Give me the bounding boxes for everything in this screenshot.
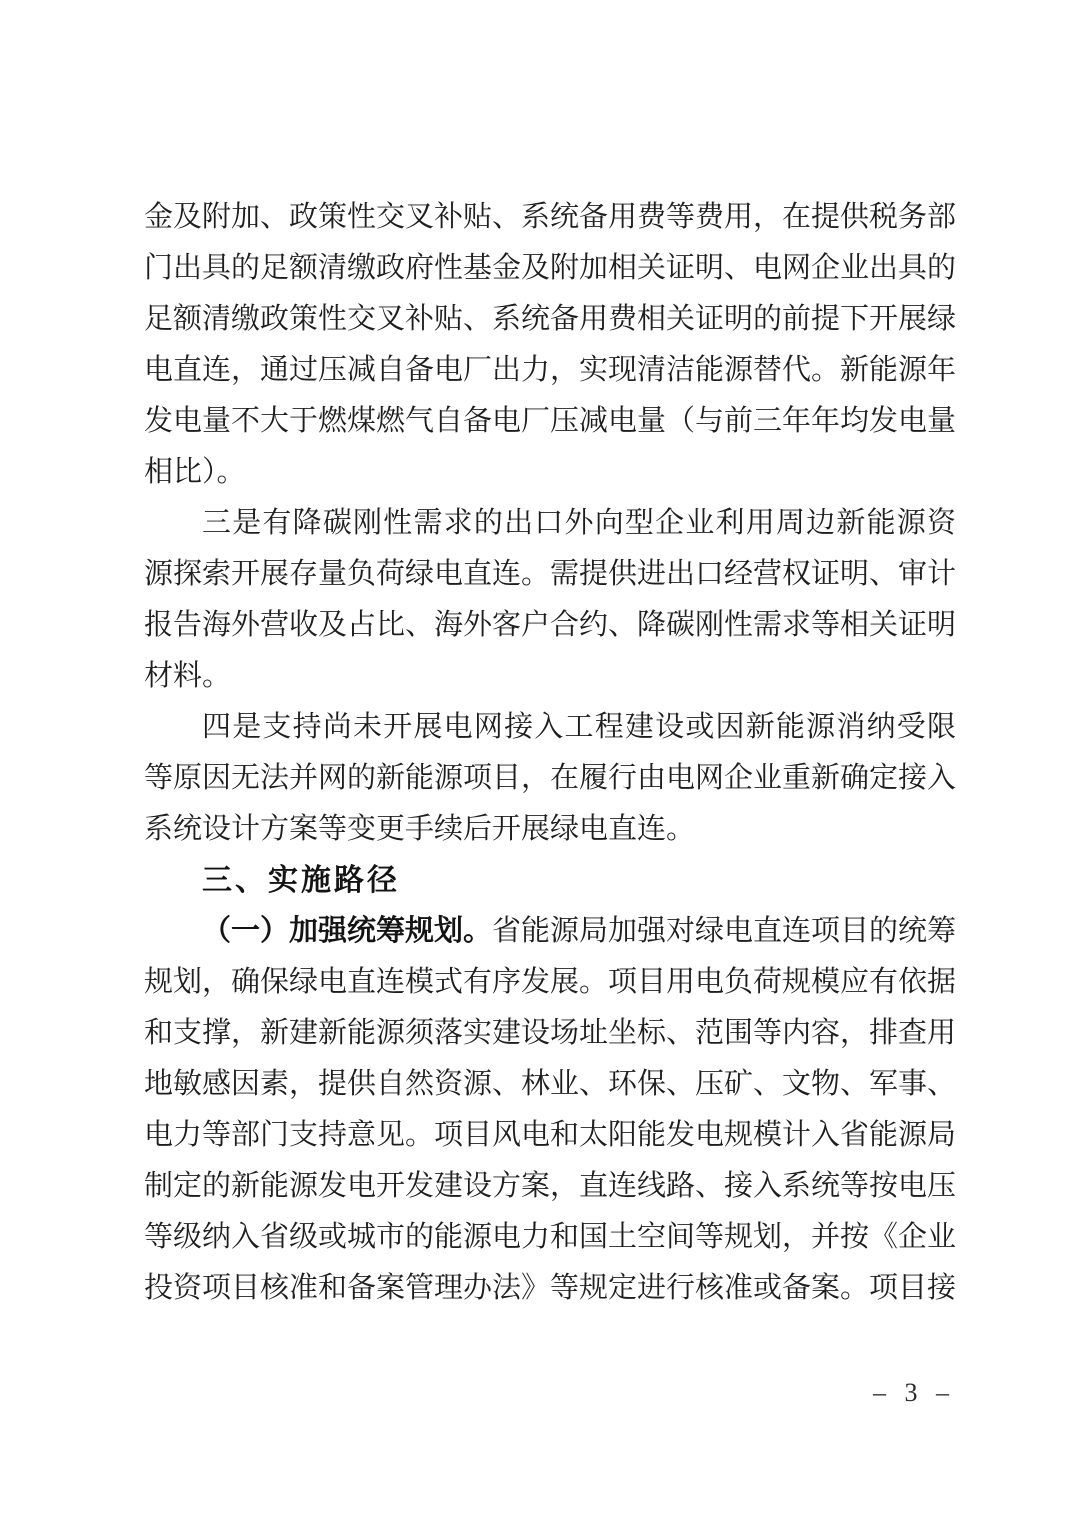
text-line: 等级纳入省级或城市的能源电力和国土空间等规划，并按《企业 — [144, 1221, 956, 1253]
document-body — [144, 192, 956, 1314]
text-line: 金及附加、政策性交叉补贴、系统备用费等费用，在提供税务部 — [144, 201, 956, 233]
text-line: 制定的新能源发电开发建设方案，直连线路、接入系统等按电压 — [144, 1170, 956, 1202]
text-line: 材料。 — [144, 660, 232, 692]
paragraph-lead: （一）加强统筹规划。 — [202, 915, 493, 947]
text-line: 投资项目核准和备案管理办法》等规定进行核准或备案。项目接 — [144, 1272, 956, 1304]
paragraph-2 — [144, 498, 956, 702]
text-line: 系统设计方案等变更手续后开展绿电直连。 — [144, 813, 696, 845]
text-line: 源探索开展存量负荷绿电直连。需提供进出口经营权证明、审计 — [144, 558, 956, 590]
text-line: 相比）。 — [144, 456, 246, 488]
text-line: 电直连，通过压减自备电厂出力，实现清洁能源替代。新能源年 — [144, 354, 956, 386]
text-line: 报告海外营收及占比、海外客户合约、降碳刚性需求等相关证明 — [144, 609, 956, 641]
text-line: 规划，确保绿电直连模式有序发展。项目用电负荷规模应有依据 — [144, 966, 956, 998]
paragraph-lead-rest: 省能源局加强对绿电直连项目的统筹 — [492, 915, 956, 947]
paragraph-1 — [144, 192, 956, 498]
text-line — [144, 906, 956, 957]
section-heading: 三、实施路径 — [202, 864, 400, 897]
paragraph-4 — [144, 906, 956, 1314]
text-line: 足额清缴政策性交叉补贴、系统备用费相关证明的前提下开展绿 — [144, 303, 956, 335]
text-line: 和支撑，新建新能源须落实建设场址坐标、范围等内容，排查用 — [144, 1017, 956, 1049]
text-line: 门出具的足额清缴政府性基金及附加相关证明、电网企业出具的 — [144, 252, 956, 284]
text-line: 电力等部门支持意见。项目风电和太阳能发电规模计入省能源局 — [144, 1119, 956, 1151]
page-number: – 3 – — [873, 1378, 955, 1407]
text-line: 发电量不大于燃煤燃气自备电厂压减电量（与前三年年均发电量 — [144, 405, 956, 437]
text-line: 等原因无法并网的新能源项目，在履行由电网企业重新确定接入 — [144, 762, 956, 794]
text-line: 三是有降碳刚性需求的出口外向型企业利用周边新能源资 — [202, 507, 956, 539]
text-line: 四是支持尚未开展电网接入工程建设或因新能源消纳受限 — [202, 711, 956, 743]
paragraph-3 — [144, 702, 956, 855]
text-line: 地敏感因素，提供自然资源、林业、环保、压矿、文物、军事、 — [144, 1068, 956, 1100]
